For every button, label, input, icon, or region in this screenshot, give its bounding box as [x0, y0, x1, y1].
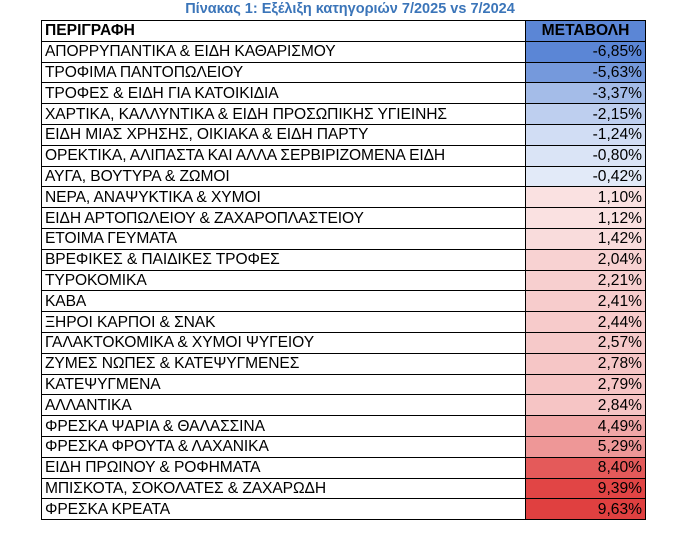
category-change-value: 4,49% — [526, 416, 646, 437]
table-row — [42, 436, 646, 457]
header-change: ΜΕΤΑΒΟΛΗ — [526, 21, 646, 42]
category-description: ΑΠΟΡΡΥΠΑΝΤΙΚΑ & ΕΙΔΗ ΚΑΘΑΡΙΣΜΟΥ — [42, 41, 526, 62]
category-change-value: -1,24% — [526, 124, 646, 145]
category-change-value: 5,29% — [526, 436, 646, 457]
category-description: ΦΡΕΣΚΑ ΨΑΡΙΑ & ΘΑΛΑΣΣΙΝΑ — [42, 416, 526, 437]
category-change-value: -5,63% — [526, 62, 646, 83]
table-row — [42, 270, 646, 291]
category-change-value: -2,15% — [526, 104, 646, 125]
category-change-value: 2,84% — [526, 395, 646, 416]
category-change-value: 2,21% — [526, 270, 646, 291]
category-change-table — [41, 20, 646, 520]
category-description: ΚΑΤΕΨΥΓΜΕΝΑ — [42, 374, 526, 395]
table-row — [42, 62, 646, 83]
table-row — [42, 104, 646, 125]
category-description: ΕΙΔΗ ΑΡΤΟΠΩΛΕΙΟΥ & ΖΑΧΑΡΟΠΛΑΣΤΕΙΟΥ — [42, 208, 526, 229]
category-change-value: 2,44% — [526, 312, 646, 333]
table-row — [42, 416, 646, 437]
category-description: ΦΡΕΣΚΑ ΚΡΕΑΤΑ — [42, 499, 526, 520]
category-description: ΑΛΛΑΝΤΙΚΑ — [42, 395, 526, 416]
table-row — [42, 499, 646, 520]
table-row — [42, 124, 646, 145]
category-description: ΚΑΒΑ — [42, 291, 526, 312]
category-change-value: -6,85% — [526, 41, 646, 62]
category-description: ΤΥΡΟΚΟΜΙΚΑ — [42, 270, 526, 291]
table-row — [42, 187, 646, 208]
category-change-value: 2,79% — [526, 374, 646, 395]
table-caption: Πίνακας 1: Εξέλιξη κατηγοριών 7/2025 vs 7/2024 — [185, 1, 515, 17]
category-change-value: 9,39% — [526, 478, 646, 499]
category-change-value: 2,78% — [526, 353, 646, 374]
table-row — [42, 228, 646, 249]
category-change-value: 2,57% — [526, 332, 646, 353]
category-change-value: 2,41% — [526, 291, 646, 312]
category-description: ΦΡΕΣΚΑ ΦΡΟΥΤΑ & ΛΑΧΑΝΙΚΑ — [42, 436, 526, 457]
table-row — [42, 457, 646, 478]
table-row — [42, 41, 646, 62]
table-row — [42, 332, 646, 353]
category-description: ΜΠΙΣΚΟΤΑ, ΣΟΚΟΛΑΤΕΣ & ΖΑΧΑΡΩΔΗ — [42, 478, 526, 499]
category-change-value: 8,40% — [526, 457, 646, 478]
category-description: ΕΙΔΗ ΠΡΩΙΝΟΥ & ΡΟΦΗΜΑΤΑ — [42, 457, 526, 478]
table-row — [42, 208, 646, 229]
category-description: ΞΗΡΟΙ ΚΑΡΠΟΙ & ΣΝΑΚ — [42, 312, 526, 333]
table-row — [42, 374, 646, 395]
category-change-value: 1,42% — [526, 228, 646, 249]
category-description: ΓΑΛΑΚΤΟΚΟΜΙΚΑ & ΧΥΜΟΙ ΨΥΓΕΙΟΥ — [42, 332, 526, 353]
category-description: ΤΡΟΦΙΜΑ ΠΑΝΤΟΠΩΛΕΙΟΥ — [42, 62, 526, 83]
table-row — [42, 291, 646, 312]
table-body — [42, 41, 646, 519]
category-description: ΝΕΡΑ, ΑΝΑΨΥΚΤΙΚΑ & ΧΥΜΟΙ — [42, 187, 526, 208]
table-row — [42, 249, 646, 270]
table-row — [42, 395, 646, 416]
header-description: ΠΕΡΙΓΡΑΦΗ — [42, 21, 526, 42]
category-description: ΕΤΟΙΜΑ ΓΕΥΜΑΤΑ — [42, 228, 526, 249]
table-row — [42, 166, 646, 187]
category-description: ΕΙΔΗ ΜΙΑΣ ΧΡΗΣΗΣ, ΟΙΚΙΑΚΑ & ΕΙΔΗ ΠΑΡΤΥ — [42, 124, 526, 145]
category-description: ΖΥΜΕΣ ΝΩΠΕΣ & ΚΑΤΕΨΥΓΜΕΝΕΣ — [42, 353, 526, 374]
category-change-value: 1,10% — [526, 187, 646, 208]
category-change-value: 9,63% — [526, 499, 646, 520]
table-row — [42, 312, 646, 333]
category-description: ΟΡΕΚΤΙΚΑ, ΑΛΙΠΑΣΤΑ ΚΑΙ ΑΛΛΑ ΣΕΡΒΙΡΙΖΟΜΕΝΑ ΕΙΔΗ — [42, 145, 526, 166]
category-change-value: -0,42% — [526, 166, 646, 187]
category-change-value: 2,04% — [526, 249, 646, 270]
category-change-value: -0,80% — [526, 145, 646, 166]
table-row — [42, 83, 646, 104]
category-description: ΒΡΕΦΙΚΕΣ & ΠΑΙΔΙΚΕΣ ΤΡΟΦΕΣ — [42, 249, 526, 270]
category-description: ΑΥΓΑ, ΒΟΥΤΥΡΑ & ΖΩΜΟΙ — [42, 166, 526, 187]
category-description: ΧΑΡΤΙΚΑ, ΚΑΛΛΥΝΤΙΚΑ & ΕΙΔΗ ΠΡΟΣΩΠΙΚΗΣ ΥΓΙΕΙΝΗΣ — [42, 104, 526, 125]
category-description: ΤΡΟΦΕΣ & ΕΙΔΗ ΓΙΑ ΚΑΤΟΙΚΙΔΙΑ — [42, 83, 526, 104]
category-change-value: -3,37% — [526, 83, 646, 104]
table-row — [42, 145, 646, 166]
category-change-value: 1,12% — [526, 208, 646, 229]
header-row — [42, 21, 646, 42]
table-row — [42, 478, 646, 499]
table-row — [42, 353, 646, 374]
